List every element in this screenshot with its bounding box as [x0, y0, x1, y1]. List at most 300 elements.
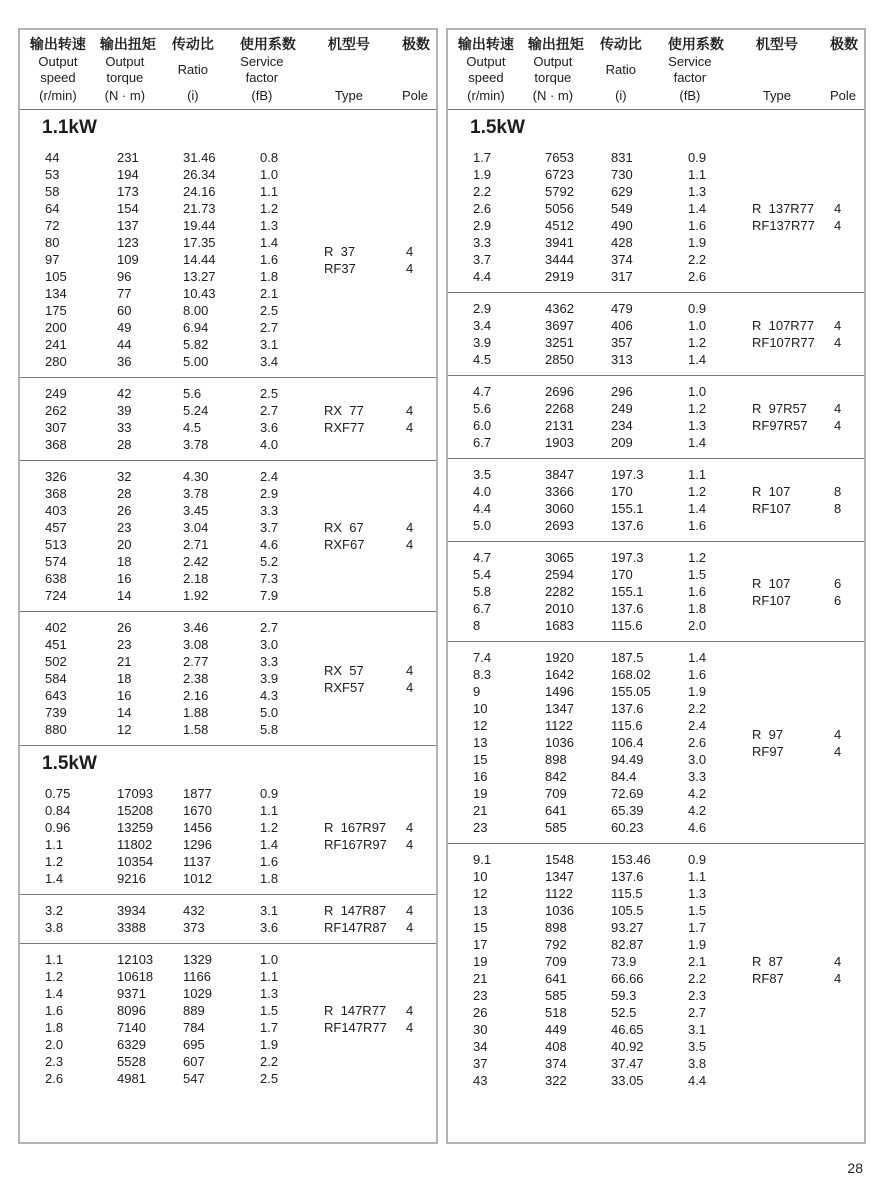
- table-row: [448, 902, 746, 919]
- type-pole-row: [318, 679, 436, 696]
- service-factor-cell: 1.4: [688, 201, 707, 216]
- section-title: 1.5kW: [42, 753, 97, 774]
- service-factor-cell: 1.3: [260, 218, 279, 233]
- output-torque-cell: 109: [117, 252, 139, 267]
- ratio-cell: 5.82: [183, 337, 209, 352]
- header-en-line1: Output: [38, 54, 78, 69]
- table-row: [20, 902, 318, 919]
- header-en-line2: factor: [245, 70, 279, 85]
- output-torque-cell: 154: [117, 201, 139, 216]
- output-torque-cell: 32: [117, 469, 132, 484]
- ratio-cell: 2.38: [183, 671, 209, 686]
- header-en-label: [600, 53, 642, 87]
- service-factor-cell: 1.6: [260, 854, 279, 869]
- output-speed-cell: 241: [45, 337, 67, 352]
- pole-cell: 4: [406, 679, 414, 695]
- header-en-line1: Service: [668, 54, 712, 69]
- table-row: [448, 549, 746, 566]
- output-torque-cell: 3934: [117, 903, 146, 918]
- output-speed-cell: 574: [45, 554, 67, 569]
- ratio-block: [448, 541, 864, 641]
- service-factor-cell: 1.1: [260, 803, 279, 818]
- type-pole-row: [318, 819, 436, 836]
- column-header-output-torque: [100, 36, 172, 104]
- header-cn-label: 输出转速: [29, 36, 86, 52]
- output-torque-cell: 3060: [545, 501, 574, 516]
- output-speed-cell: 724: [45, 588, 67, 603]
- pole-cell: 4: [834, 201, 842, 216]
- column-header-pole: [830, 36, 864, 104]
- output-torque-cell: 77: [117, 286, 132, 301]
- header-en-line1: Service: [240, 54, 284, 69]
- service-factor-cell: 3.1: [260, 903, 279, 918]
- table-row: [20, 653, 318, 670]
- table-row: [20, 951, 318, 968]
- header-en-label: [668, 53, 712, 87]
- type-cell: R 107: [752, 575, 791, 591]
- service-factor-cell: 2.9: [260, 486, 279, 501]
- type-pole-row: [746, 400, 864, 417]
- output-torque-cell: 7140: [117, 1020, 146, 1035]
- service-factor-cell: 1.0: [688, 384, 707, 399]
- type-pole-row: [746, 317, 864, 334]
- output-torque-cell: 5056: [545, 201, 574, 216]
- ratio-cell: 66.66: [611, 971, 644, 986]
- ratio-cell: 1.92: [183, 588, 209, 603]
- ratio-cell: 168.02: [611, 667, 651, 682]
- output-speed-cell: 2.2: [473, 184, 492, 199]
- service-factor-cell: 3.3: [688, 769, 707, 784]
- type-pole-row: [318, 536, 436, 553]
- output-torque-cell: 173: [117, 184, 139, 199]
- ratio-cell: 60.23: [611, 820, 644, 835]
- service-factor-cell: 3.1: [688, 1022, 707, 1037]
- header-en-line2: torque: [534, 70, 572, 85]
- service-factor-cell: 1.1: [688, 467, 707, 482]
- ratio-block: [448, 843, 864, 1096]
- service-factor-cell: 4.0: [260, 437, 279, 452]
- type-cell: R 167R97: [324, 820, 387, 835]
- service-factor-cell: 1.1: [688, 869, 707, 884]
- power-section: [448, 110, 864, 1096]
- service-factor-cell: 1.5: [688, 903, 707, 918]
- output-speed-cell: 4.4: [473, 269, 492, 284]
- output-torque-cell: 14: [117, 588, 132, 603]
- output-speed-cell: 502: [45, 654, 67, 669]
- type-cell: R 147R87: [324, 903, 387, 918]
- service-factor-cell: 3.4: [260, 354, 279, 369]
- table-row: [448, 217, 746, 234]
- ratio-cell: 187.5: [611, 650, 644, 665]
- output-speed-cell: 16: [473, 769, 488, 784]
- output-torque-cell: 1920: [545, 650, 574, 665]
- type-pole-row: [746, 334, 864, 351]
- pole-cell: 4: [834, 971, 842, 986]
- service-factor-cell: 3.6: [260, 920, 279, 935]
- service-factor-cell: 5.8: [260, 722, 279, 737]
- ratio-cell: 2.77: [183, 654, 209, 669]
- ratio-cell: 3.46: [183, 620, 209, 635]
- ratio-cell: 1877: [183, 786, 212, 801]
- pole-cell: 4: [834, 401, 842, 416]
- output-torque-cell: 9371: [117, 986, 146, 1001]
- table-row: [448, 987, 746, 1004]
- ratio-cell: 82.87: [611, 937, 644, 952]
- service-factor-cell: 1.2: [688, 335, 707, 350]
- ratio-cell: 547: [183, 1071, 205, 1086]
- ratio-cell: 106.4: [611, 735, 644, 750]
- pole-cell: 4: [834, 218, 842, 233]
- output-torque-cell: 11802: [117, 837, 153, 852]
- service-factor-cell: 1.1: [260, 969, 279, 984]
- output-speed-cell: 584: [45, 671, 67, 686]
- output-torque-cell: 2282: [545, 584, 574, 599]
- table-row: [448, 1038, 746, 1055]
- output-speed-cell: 8: [473, 618, 481, 633]
- data-rows: [20, 785, 318, 887]
- table-row: [20, 536, 318, 553]
- pole-cell: 4: [406, 403, 414, 418]
- header-unit-label: (fB): [679, 88, 701, 103]
- service-factor-cell: 2.1: [260, 286, 279, 301]
- table-row: [20, 251, 318, 268]
- type-pole-row: [746, 592, 864, 609]
- ratio-cell: 33.05: [611, 1073, 644, 1088]
- table-row: [20, 519, 318, 536]
- service-factor-cell: 1.9: [688, 684, 707, 699]
- ratio-cell: 137.6: [611, 601, 644, 616]
- output-speed-cell: 1.8: [45, 1020, 64, 1035]
- output-torque-cell: 641: [545, 971, 567, 986]
- output-speed-cell: 3.2: [45, 903, 64, 918]
- table-row: [448, 1055, 746, 1072]
- output-speed-cell: 2.9: [473, 301, 492, 316]
- output-speed-cell: 5.6: [473, 401, 492, 416]
- type-cell: RF137R77: [752, 218, 815, 233]
- header-unit-label: (i): [615, 88, 627, 103]
- ratio-cell: 490: [611, 218, 633, 233]
- output-torque-cell: 792: [545, 937, 567, 952]
- service-factor-cell: 4.2: [688, 786, 707, 801]
- ratio-cell: 59.3: [611, 988, 637, 1003]
- pole-cell: 4: [406, 537, 414, 552]
- service-factor-cell: 7.9: [260, 588, 279, 603]
- output-speed-cell: 638: [45, 571, 67, 586]
- type-pole-group: [746, 726, 864, 760]
- table-row: [448, 936, 746, 953]
- table-row: [448, 1004, 746, 1021]
- output-speed-cell: 200: [45, 320, 67, 335]
- table-row: [448, 334, 746, 351]
- output-speed-cell: 58: [45, 184, 60, 199]
- type-cell: RX 77: [324, 403, 364, 418]
- output-torque-cell: 1036: [545, 735, 574, 750]
- table-row: [20, 836, 318, 853]
- ratio-block: [20, 460, 436, 611]
- service-factor-cell: 3.3: [260, 503, 279, 518]
- type-cell: RX 57: [324, 662, 364, 678]
- output-torque-cell: 898: [545, 752, 567, 767]
- output-torque-cell: 2696: [545, 384, 574, 399]
- output-speed-cell: 403: [45, 503, 67, 518]
- output-torque-cell: 16: [117, 688, 132, 703]
- data-rows: [448, 149, 746, 285]
- service-factor-cell: 2.6: [688, 269, 707, 284]
- ratio-cell: 2.42: [183, 554, 209, 569]
- type-cell: RF97R57: [752, 418, 808, 433]
- header-unit-label: Pole: [402, 88, 429, 103]
- service-factor-cell: 3.1: [260, 337, 279, 352]
- ratio-cell: 4.30: [183, 469, 209, 484]
- ratio-cell: 197.3: [611, 467, 644, 482]
- table-row: [20, 870, 318, 887]
- table-row: [448, 617, 746, 634]
- ratio-cell: 37.47: [611, 1056, 644, 1071]
- type-pole-row: [318, 243, 436, 260]
- ratio-cell: 137.6: [611, 869, 644, 884]
- header-en-line2: speed: [468, 70, 504, 85]
- service-factor-cell: 1.6: [688, 584, 707, 599]
- service-factor-cell: 1.0: [260, 167, 279, 182]
- output-torque-cell: 21: [117, 654, 132, 669]
- table-row: [448, 851, 746, 868]
- output-speed-cell: 2.6: [45, 1071, 64, 1086]
- pole-cell: 4: [406, 520, 414, 535]
- ratio-cell: 94.49: [611, 752, 644, 767]
- output-speed-cell: 105: [45, 269, 67, 284]
- ratio-cell: 296: [611, 384, 633, 399]
- pole-cell: 4: [406, 903, 414, 918]
- ratio-cell: 1137: [183, 854, 211, 869]
- type-pole-row: [746, 953, 864, 970]
- pole-cell: 4: [834, 335, 842, 350]
- table-row: [20, 1070, 318, 1087]
- ratio-block: [20, 943, 436, 1094]
- service-factor-cell: 1.2: [260, 201, 279, 216]
- output-torque-cell: 374: [545, 1056, 567, 1071]
- ratio-cell: 234: [611, 418, 633, 433]
- output-speed-cell: 26: [473, 1005, 488, 1020]
- table-row: [20, 285, 318, 302]
- header-cn-label: 输出转速: [457, 36, 514, 52]
- output-speed-cell: 9: [473, 684, 481, 699]
- table-row: [20, 217, 318, 234]
- output-torque-cell: 1683: [545, 618, 574, 633]
- table-row: [20, 502, 318, 519]
- output-speed-cell: 3.8: [45, 920, 64, 935]
- output-torque-cell: 3065: [545, 550, 574, 565]
- table-row: [448, 517, 746, 534]
- ratio-cell: 249: [611, 401, 633, 416]
- type-cell: R 107R77: [752, 318, 815, 333]
- output-torque-cell: 49: [117, 320, 132, 335]
- service-factor-cell: 2.6: [688, 735, 707, 750]
- service-factor-cell: 1.4: [688, 501, 707, 516]
- type-pole-row: [318, 1019, 436, 1036]
- table-row: [20, 402, 318, 419]
- ratio-cell: 3.78: [183, 437, 209, 452]
- type-cell: R 97R57: [752, 401, 807, 416]
- service-factor-cell: 1.2: [688, 484, 707, 499]
- ratio-cell: 3.04: [183, 520, 209, 535]
- output-torque-cell: 14: [117, 705, 132, 720]
- table-row: [448, 649, 746, 666]
- output-torque-cell: 1347: [545, 869, 574, 884]
- ratio-cell: 549: [611, 201, 633, 216]
- header-en-label: [316, 53, 382, 87]
- service-factor-cell: 1.1: [260, 184, 279, 199]
- service-factor-cell: 0.9: [260, 786, 279, 801]
- output-speed-cell: 19: [473, 786, 488, 801]
- output-speed-cell: 19: [473, 954, 488, 969]
- output-torque-cell: 10618: [117, 969, 154, 984]
- service-factor-cell: 2.2: [688, 971, 707, 986]
- ratio-cell: 730: [611, 167, 633, 182]
- data-rows: [448, 851, 746, 1089]
- header-cn-label: 使用系数: [239, 36, 296, 52]
- column-header-service-factor: [240, 36, 316, 104]
- ratio-cell: 115.5: [611, 886, 643, 901]
- table-row: [20, 268, 318, 285]
- header-en-line2: torque: [106, 70, 144, 85]
- column-header-output-speed: [20, 36, 100, 104]
- type-cell: RF97: [752, 743, 784, 759]
- output-speed-cell: 10: [473, 869, 488, 884]
- table-row: [448, 666, 746, 683]
- table-row: [20, 234, 318, 251]
- type-cell: R 137R77: [752, 201, 815, 216]
- output-torque-cell: 2010: [545, 601, 574, 616]
- table-row: [448, 885, 746, 902]
- output-torque-cell: 2131: [545, 418, 574, 433]
- header-en-line1: Output: [466, 54, 506, 69]
- service-factor-cell: 1.4: [260, 837, 279, 852]
- output-speed-cell: 1.1: [45, 952, 64, 967]
- service-factor-cell: 3.7: [260, 520, 279, 535]
- ratio-block: [448, 641, 864, 843]
- service-factor-cell: 1.1: [688, 167, 707, 182]
- output-torque-cell: 137: [117, 218, 139, 233]
- ratio-cell: 5.6: [183, 386, 202, 401]
- type-pole-row: [746, 200, 864, 217]
- type-pole-row: [318, 260, 436, 277]
- service-factor-cell: 2.4: [688, 718, 707, 733]
- output-torque-cell: 18: [117, 554, 132, 569]
- ratio-cell: 170: [611, 567, 633, 582]
- right-spec-table: [446, 28, 866, 1144]
- output-speed-cell: 12: [473, 886, 488, 901]
- output-speed-cell: 4.4: [473, 501, 492, 516]
- type-pole-group: [318, 243, 436, 277]
- header-en-line2: speed: [40, 70, 76, 85]
- output-speed-cell: 262: [45, 403, 67, 418]
- pole-cell: 4: [406, 260, 414, 276]
- table-row: [448, 802, 746, 819]
- table-row: [448, 785, 746, 802]
- output-speed-cell: 23: [473, 988, 488, 1003]
- output-torque-cell: 2268: [545, 401, 574, 416]
- output-speed-cell: 1.2: [45, 969, 64, 984]
- output-speed-cell: 13: [473, 903, 488, 918]
- table-row: [448, 317, 746, 334]
- output-speed-cell: 44: [45, 150, 60, 165]
- type-pole-row: [318, 902, 436, 919]
- output-speed-cell: 402: [45, 620, 67, 635]
- output-torque-cell: 641: [545, 803, 567, 818]
- pole-cell: 6: [834, 592, 842, 608]
- table-row: [20, 149, 318, 166]
- ratio-cell: 65.39: [611, 803, 644, 818]
- service-factor-cell: 0.9: [688, 301, 707, 316]
- ratio-cell: 1296: [183, 837, 212, 852]
- ratio-cell: 84.4: [611, 769, 637, 784]
- header-cn-label: 极数: [402, 36, 430, 52]
- output-torque-cell: 1347: [545, 701, 574, 716]
- table-row: [20, 1019, 318, 1036]
- service-factor-cell: 1.6: [688, 667, 707, 682]
- output-speed-cell: 23: [473, 820, 488, 835]
- header-unit-label: (r/min): [467, 88, 505, 103]
- header-cn-label: 使用系数: [667, 36, 724, 52]
- service-factor-cell: 1.0: [260, 952, 279, 967]
- service-factor-cell: 2.2: [260, 1054, 279, 1069]
- output-torque-cell: 12: [117, 722, 132, 737]
- service-factor-cell: 0.9: [688, 150, 707, 165]
- header-en-line1: Ratio: [605, 62, 637, 77]
- output-speed-cell: 9.1: [473, 852, 492, 867]
- output-torque-cell: 3697: [545, 318, 574, 333]
- power-section: [20, 110, 436, 745]
- output-speed-cell: 249: [45, 386, 67, 401]
- output-torque-cell: 60: [117, 303, 132, 318]
- ratio-cell: 153.46: [611, 852, 651, 867]
- output-torque-cell: 3388: [117, 920, 146, 935]
- table-row: [448, 351, 746, 368]
- table-row: [20, 385, 318, 402]
- table-row: [20, 619, 318, 636]
- output-torque-cell: 96: [117, 269, 132, 284]
- column-header-service-factor: [668, 36, 744, 104]
- service-factor-cell: 2.1: [688, 954, 707, 969]
- output-torque-cell: 3251: [545, 335, 574, 350]
- header-unit-label: (r/min): [39, 88, 77, 103]
- service-factor-cell: 1.7: [688, 920, 707, 935]
- table-row: [448, 583, 746, 600]
- header-en-label: [744, 53, 810, 87]
- type-pole-group: [746, 575, 864, 609]
- output-torque-cell: 842: [545, 769, 567, 784]
- service-factor-cell: 2.5: [260, 1071, 279, 1086]
- output-speed-cell: 2.3: [45, 1054, 64, 1069]
- table-row: [20, 670, 318, 687]
- output-speed-cell: 4.5: [473, 352, 492, 367]
- column-header-output-speed: [448, 36, 528, 104]
- table-row: [448, 953, 746, 970]
- type-pole-group: [746, 400, 864, 434]
- header-unit-label: Type: [334, 88, 364, 103]
- service-factor-cell: 2.7: [688, 1005, 707, 1020]
- data-rows: [20, 468, 318, 604]
- type-pole-row: [746, 217, 864, 234]
- table-row: [20, 353, 318, 370]
- output-torque-cell: 8096: [117, 1003, 146, 1018]
- pole-cell: 4: [406, 920, 414, 935]
- ratio-cell: 3.08: [183, 637, 209, 652]
- header-en-label: [240, 53, 284, 87]
- output-speed-cell: 0.84: [45, 803, 71, 818]
- output-speed-cell: 457: [45, 520, 67, 535]
- ratio-cell: 10.43: [183, 286, 216, 301]
